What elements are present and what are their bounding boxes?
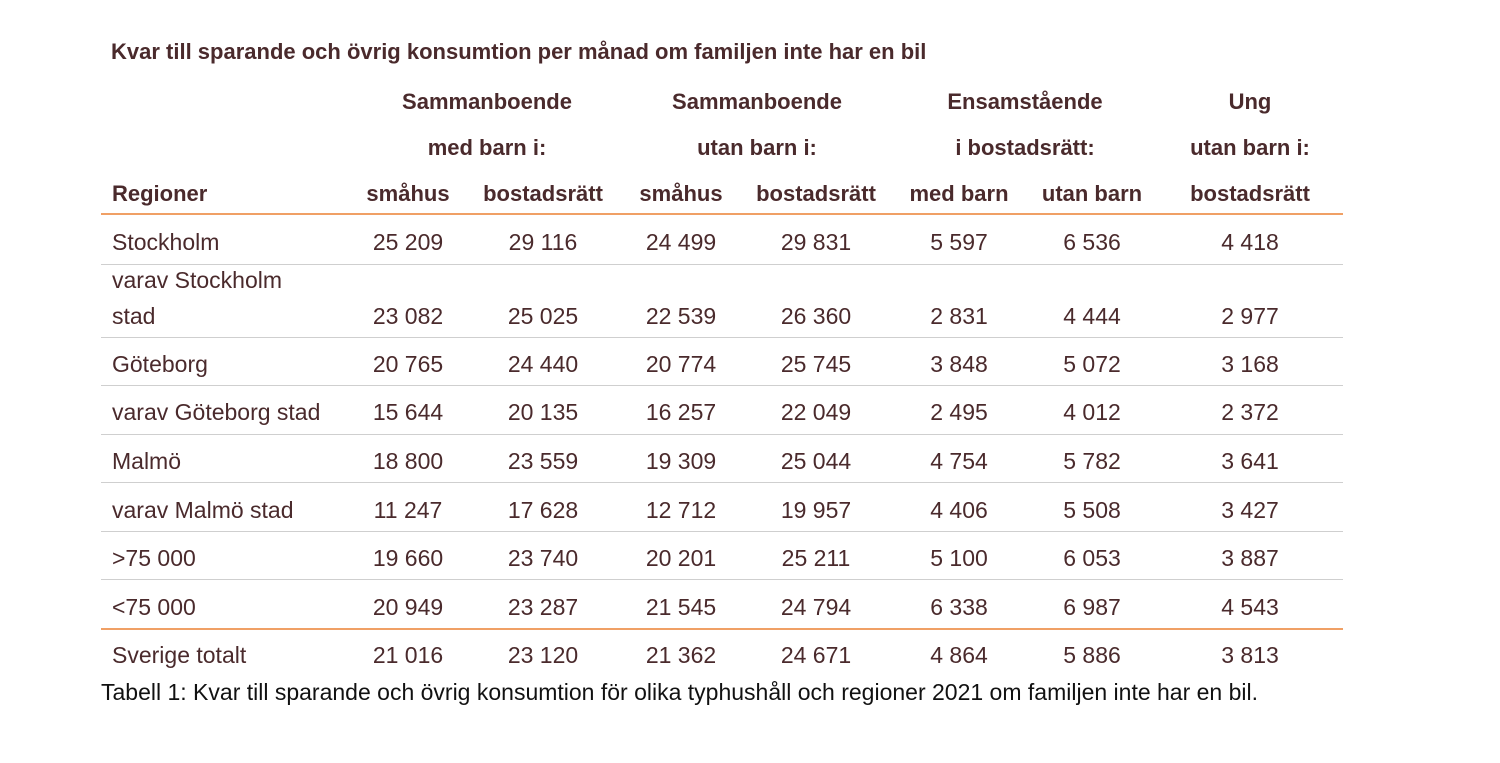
row-value: 4 418 [1221, 229, 1279, 255]
row-value: 3 427 [1221, 497, 1279, 523]
row-value: 23 287 [507, 594, 579, 620]
row-value: 16 257 [645, 399, 717, 425]
row-value: 2 372 [1221, 399, 1279, 425]
group-header-4-line2: utan barn i: [1190, 135, 1310, 160]
row-value: 6 338 [930, 594, 988, 620]
row-rule [101, 337, 1343, 338]
group-header-2-line1: Sammanboende [672, 89, 842, 114]
row-value: 25 044 [780, 448, 852, 474]
row-value: 20 201 [645, 545, 717, 571]
group-header-1-line2: med barn i: [427, 135, 547, 160]
total-row-value: 4 864 [930, 642, 988, 668]
row-value: 22 049 [780, 399, 852, 425]
row-value: 25 211 [781, 545, 851, 571]
row-rule [101, 264, 1343, 265]
row-value: 17 628 [507, 497, 579, 523]
row-region: Göteborg [112, 351, 208, 377]
row-value: 19 660 [372, 545, 444, 571]
row-value: 24 794 [780, 594, 852, 620]
row-value: 2 495 [930, 399, 988, 425]
row-rule [101, 482, 1343, 483]
total-row-value: 23 120 [507, 642, 579, 668]
row-value: 24 499 [645, 229, 717, 255]
row-region: Stockholm [112, 229, 220, 255]
group-header-1-line1: Sammanboende [402, 89, 572, 114]
row-value: 18 800 [372, 448, 444, 474]
row-value: 2 977 [1221, 303, 1279, 329]
row-value: 20 765 [372, 351, 444, 377]
total-row-value: 5 886 [1063, 642, 1121, 668]
row-value: 29 831 [780, 229, 852, 255]
group-header-3-line1: Ensamstående [947, 89, 1103, 114]
row-rule [101, 579, 1343, 580]
column-header-bostadsratt-2: bostadsrätt [756, 181, 876, 206]
row-region: Malmö [112, 448, 182, 474]
row-value: 3 887 [1221, 545, 1279, 571]
row-value: 25 209 [372, 229, 444, 255]
row-rule [101, 385, 1343, 386]
group-header-4 [1170, 89, 1330, 161]
table-title: Kvar till sparande och övrig konsumtion per månad om familjen inte har en bil [111, 39, 927, 64]
row-value: 23 559 [507, 448, 579, 474]
row-region: <75 000 [112, 594, 196, 620]
row-value: 6 987 [1063, 594, 1121, 620]
total-row-region: Sverige totalt [112, 642, 247, 668]
row-value: 20 774 [645, 351, 717, 377]
row-value: 15 644 [372, 399, 444, 425]
row-value: 23 740 [507, 545, 579, 571]
header-rule [101, 213, 1343, 215]
column-header-bostadsratt-1: bostadsrätt [483, 181, 603, 206]
row-value: 5 508 [1063, 497, 1121, 523]
group-header-3-line2: i bostadsrätt: [955, 135, 1095, 160]
column-header-smahus-2: småhus [639, 181, 723, 206]
row-value: 2 831 [930, 303, 988, 329]
row-value: 5 597 [930, 229, 988, 255]
column-header-bostadsratt-3: bostadsrätt [1190, 181, 1310, 206]
row-value: 3 641 [1221, 448, 1279, 474]
group-header-1 [363, 89, 611, 161]
total-row-value: 24 671 [780, 642, 852, 668]
row-region-line2: stad [112, 303, 156, 329]
row-value: 4 754 [930, 448, 988, 474]
group-header-2 [633, 89, 881, 161]
total-row-value: 3 813 [1221, 642, 1279, 668]
column-header-regioner: Regioner [112, 181, 208, 206]
row-region-line1: varav Stockholm [112, 267, 283, 293]
row-value: 25 025 [507, 303, 579, 329]
row-value: 22 539 [645, 303, 717, 329]
row-value: 6 053 [1063, 545, 1121, 571]
row-value: 4 012 [1063, 399, 1121, 425]
row-value: 4 406 [930, 497, 988, 523]
column-header-utan-barn: utan barn [1041, 181, 1143, 206]
column-header-smahus-1: småhus [366, 181, 450, 206]
row-value: 19 957 [780, 497, 852, 523]
row-value: 6 536 [1063, 229, 1121, 255]
row-value: 26 360 [780, 303, 852, 329]
row-value: 12 712 [645, 497, 717, 523]
row-value: 20 949 [372, 594, 444, 620]
row-value: 3 168 [1221, 351, 1279, 377]
row-value: 19 309 [645, 448, 717, 474]
total-row-value: 21 016 [372, 642, 444, 668]
row-rule [101, 531, 1343, 532]
row-value: 23 082 [372, 303, 444, 329]
total-rule [101, 628, 1343, 630]
row-value: 4 543 [1221, 594, 1279, 620]
row-value: 24 440 [507, 351, 579, 377]
row-region: varav Göteborg stad [112, 399, 321, 425]
row-value: 4 444 [1063, 303, 1121, 329]
group-header-4-line1: Ung [1228, 89, 1272, 114]
row-value: 3 848 [930, 351, 988, 377]
total-row-value: 21 362 [645, 642, 717, 668]
row-value: 21 545 [645, 594, 717, 620]
row-value: 20 135 [507, 399, 579, 425]
column-header-med-barn: med barn [909, 181, 1009, 206]
row-value: 5 072 [1063, 351, 1121, 377]
table-caption: Tabell 1: Kvar till sparande och övrig konsumtion för olika typhushåll och regioner 2021 om familjen inte har en bil. [101, 679, 1259, 705]
row-region: >75 000 [112, 545, 196, 571]
row-value: 5 782 [1063, 448, 1121, 474]
group-header-2-line2: utan barn i: [697, 135, 817, 160]
row-rule [101, 434, 1343, 435]
row-value: 25 745 [780, 351, 852, 377]
row-value: 5 100 [930, 545, 988, 571]
row-value: 11 247 [373, 497, 443, 523]
group-header-3 [900, 89, 1150, 161]
row-value: 29 116 [508, 229, 578, 255]
row-region: varav Malmö stad [112, 497, 294, 523]
